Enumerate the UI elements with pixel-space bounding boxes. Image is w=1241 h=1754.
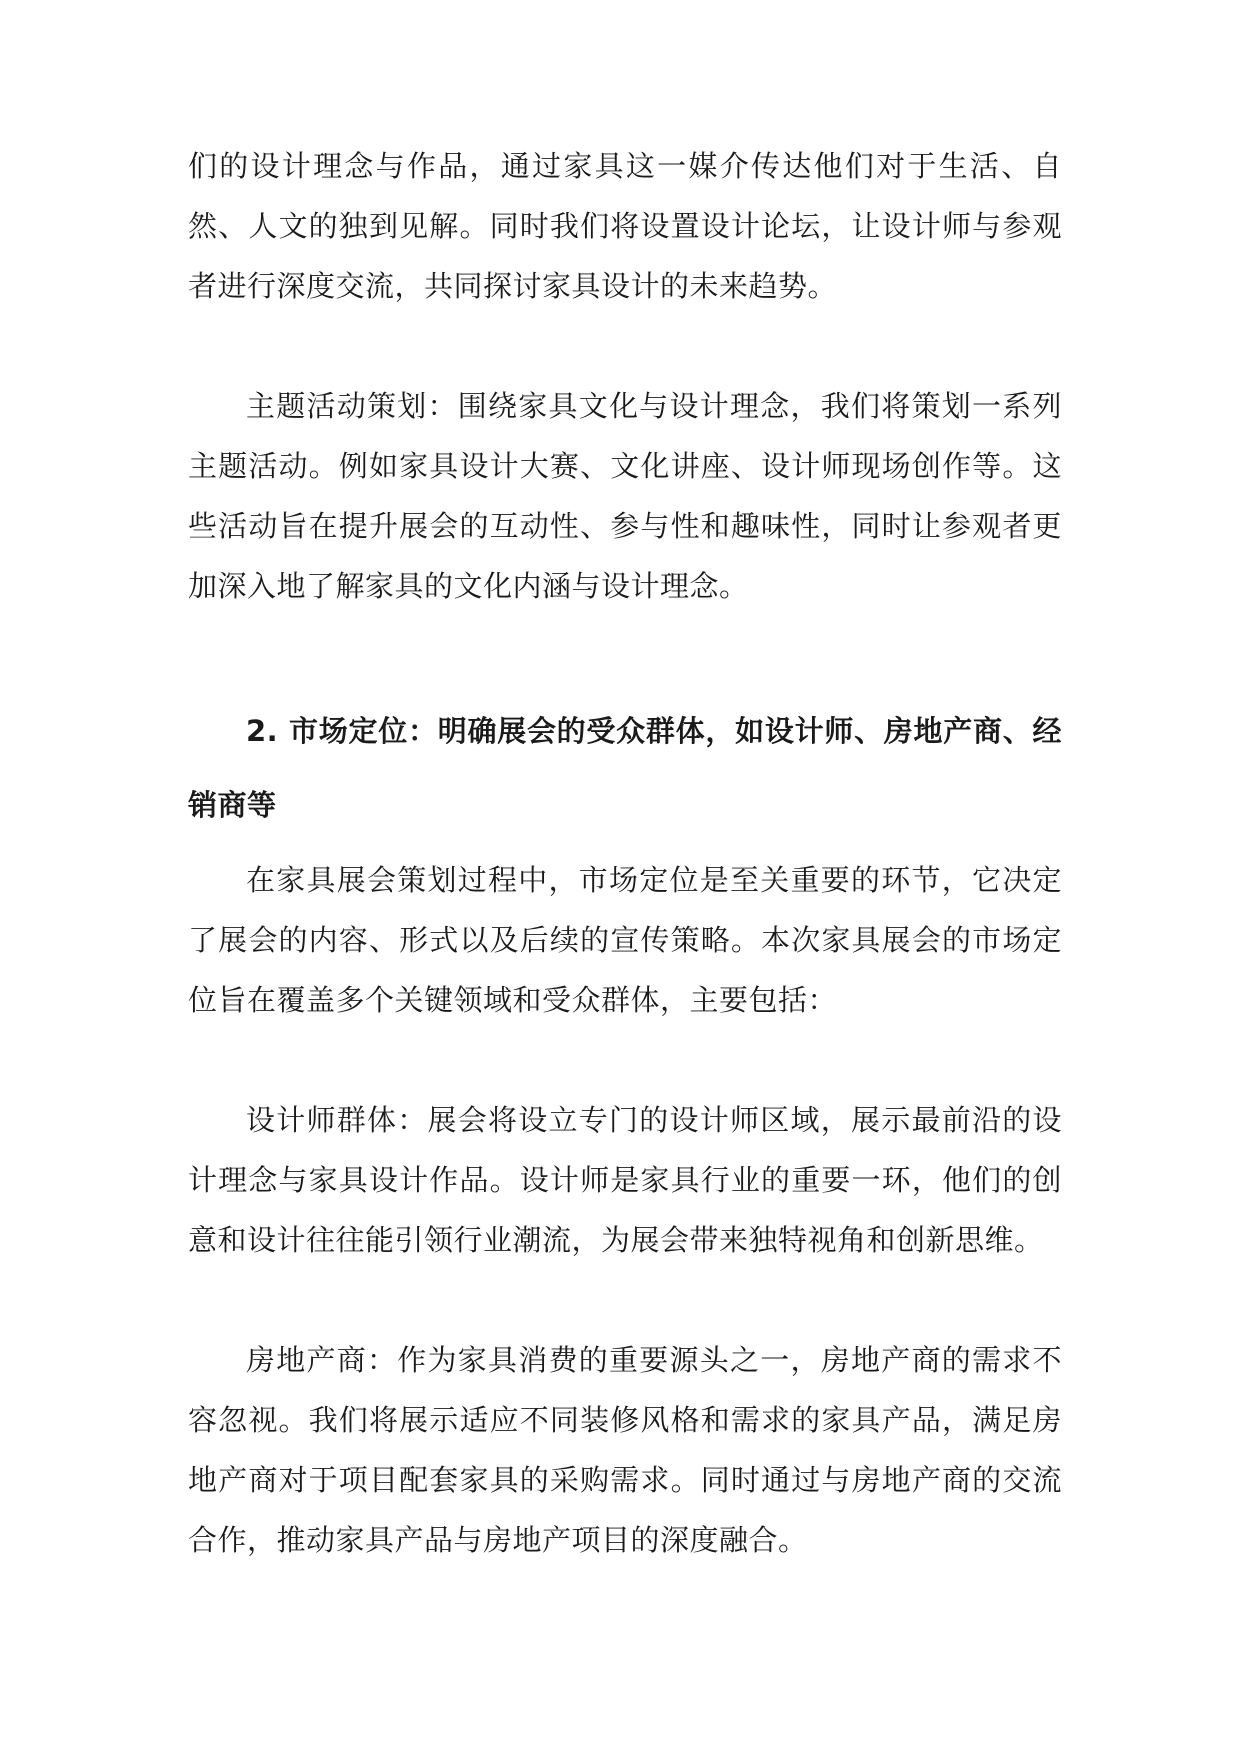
paragraph-theme-activities: 主题活动策划：围绕家具文化与设计理念，我们将策划一系列主题活动。例如家具设计大赛、文化讲座、设计师现场创作等。这些活动旨在提升展会的互动性、参与性和趣味性，同时让参观者更加深入地了解家具的文化内涵与设计理念。 [188,389,1062,603]
paragraph-designers: 设计师群体：展会将设立专门的设计师区域，展示最前沿的设计理念与家具设计作品。设计师是家具行业的重要一环，他们的创意和设计往往能引领行业潮流，为展会带来独特视角和创新思维。 [188,1103,1062,1257]
paragraph-continuation: 们的设计理念与作品，通过家具这一媒介传达他们对于生活、自然、人文的独到见解。同时我们将设置设计论坛，让设计师与参观者进行深度交流，共同探讨家具设计的未来趋势。 [188,149,1062,303]
paragraph-real-estate: 房地产商：作为家具消费的重要源头之一，房地产商的需求不容忽视。我们将展示适应不同装修风格和需求的家具产品，满足房地产商对于项目配套家具的采购需求。同时通过与房地产商的交流合作，推动家具产品与房地产项目的深度融合。 [188,1343,1062,1557]
paragraph-market-intro: 在家具展会策划过程中，市场定位是至关重要的环节，它决定了展会的内容、形式以及后续的宣传策略。本次家具展会的市场定位旨在覆盖多个关键领域和受众群体，主要包括： [188,863,1062,1017]
section-heading-market-positioning: 2. 市场定位：明确展会的受众群体，如设计师、房地产商、经销商等 [188,714,1062,822]
